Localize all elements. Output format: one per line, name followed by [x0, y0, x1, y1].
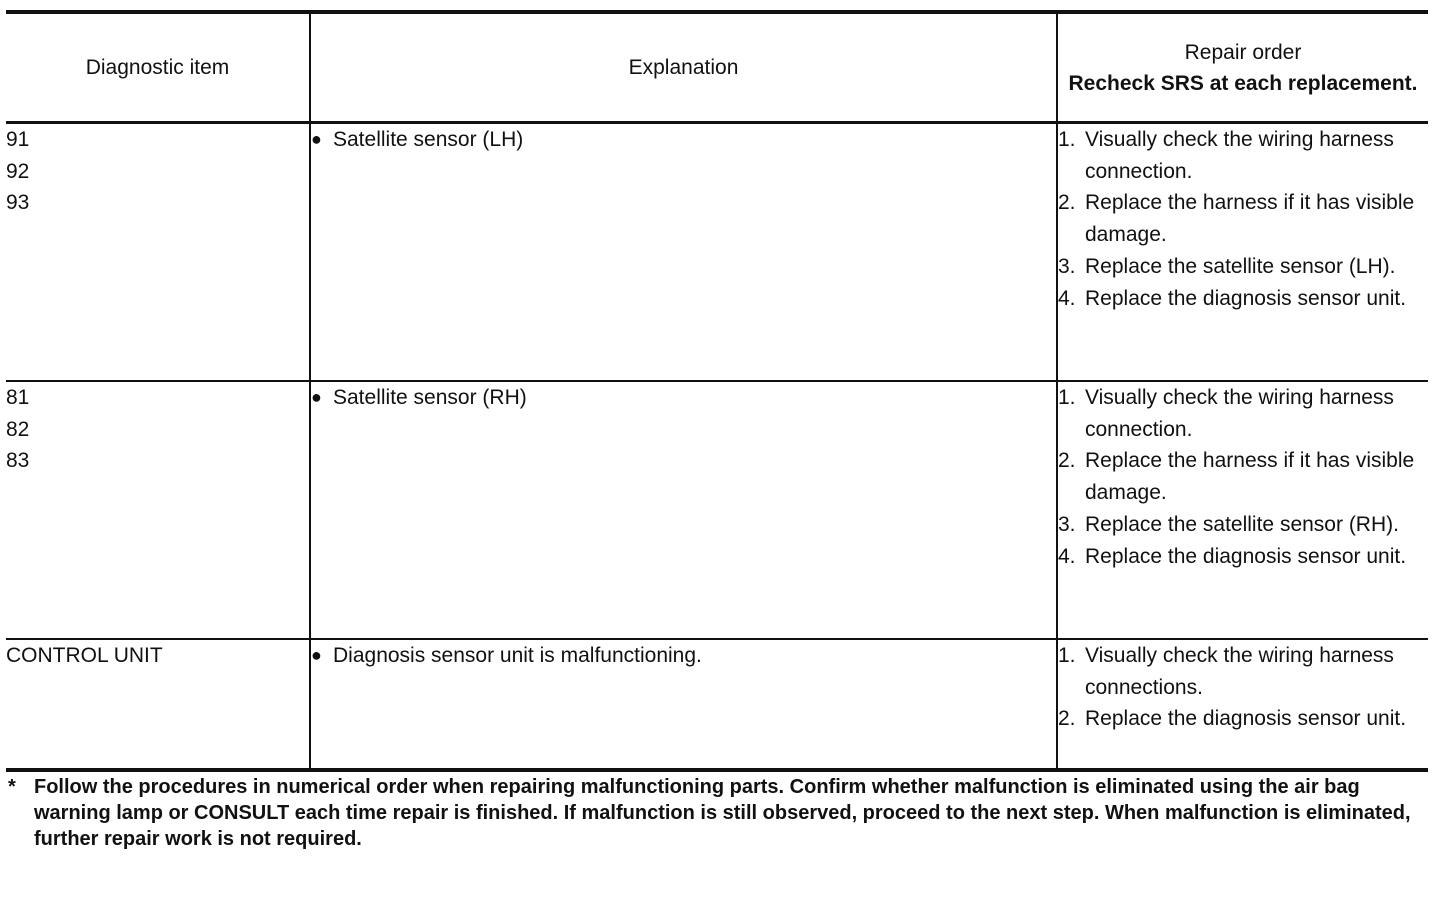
step-text: Replace the satellite sensor (LH).	[1085, 254, 1396, 278]
explanation-text: Satellite sensor (LH)	[333, 128, 524, 151]
repair-order-cell	[1057, 639, 1428, 770]
bullet-icon: ●	[311, 387, 322, 407]
header-diagnostic-item: Diagnostic item	[6, 12, 310, 123]
diagnostic-codes-cell: CONTROL UNIT	[6, 639, 310, 770]
explanation-cell	[310, 381, 1057, 639]
table-row	[6, 639, 1428, 770]
step-number: 3.	[1058, 254, 1076, 278]
repair-steps-list	[1058, 124, 1428, 314]
step-text: Visually check the wiring harness connection.	[1085, 386, 1394, 441]
step-number: 1.	[1058, 644, 1076, 667]
diagnostic-codes-cell: 91 92 93	[6, 123, 310, 382]
step-text: Visually check the wiring harness connections.	[1085, 644, 1394, 699]
step-number: 2.	[1058, 191, 1076, 215]
repair-step	[1058, 703, 1428, 735]
diagnostic-codes-cell: 81 82 83	[6, 381, 310, 639]
step-number: 2.	[1058, 449, 1076, 473]
document-page	[6, 10, 1428, 852]
step-number: 3.	[1058, 512, 1076, 536]
table-row	[6, 381, 1428, 639]
step-text: Replace the satellite sensor (RH).	[1085, 512, 1399, 536]
repair-step	[1058, 283, 1428, 315]
step-text: Replace the harness if it has visible damage.	[1085, 191, 1415, 247]
step-text: Visually check the wiring harness connection.	[1085, 128, 1394, 183]
header-explanation: Explanation	[310, 12, 1057, 123]
step-number: 4.	[1058, 286, 1076, 310]
repair-step	[1058, 251, 1428, 283]
bullet-icon: ●	[311, 645, 322, 665]
repair-step	[1058, 541, 1428, 573]
explanation-text: Satellite sensor (RH)	[333, 386, 527, 409]
repair-step	[1058, 124, 1428, 187]
repair-step	[1058, 445, 1428, 508]
bullet-icon: ●	[311, 129, 322, 149]
repair-step	[1058, 187, 1428, 250]
header-repair-order-note: Recheck SRS at each replacement.	[1068, 71, 1418, 95]
repair-steps-list	[1058, 382, 1428, 572]
footnote-text: Follow the procedures in numerical order when repairing malfunctioning parts. Confirm whether malfunction is eliminated using the air bag warning lamp or CONSULT each time repair is finished. If malfunction is still observed, proceed to the next step. When malfunction is eliminated, further repair work is not required.	[34, 776, 1411, 850]
step-text: Replace the diagnosis sensor unit.	[1085, 544, 1407, 568]
step-text: Replace the diagnosis sensor unit.	[1085, 707, 1407, 731]
step-text: Replace the diagnosis sensor unit.	[1085, 286, 1407, 310]
repair-order-cell	[1057, 123, 1428, 382]
repair-step	[1058, 382, 1428, 445]
header-repair-order-title: Repair order	[1184, 40, 1302, 64]
srs-diagnosis-table	[6, 10, 1428, 772]
table-header-row	[6, 12, 1428, 123]
footnote	[6, 774, 1428, 852]
header-repair-order	[1057, 12, 1428, 123]
step-number: 2.	[1058, 707, 1076, 731]
explanation-cell	[310, 639, 1057, 770]
table-row	[6, 123, 1428, 382]
explanation-text: Diagnosis sensor unit is malfunctioning.	[333, 644, 702, 667]
explanation-cell	[310, 123, 1057, 382]
repair-step	[1058, 640, 1428, 703]
step-number: 4.	[1058, 544, 1076, 568]
repair-step	[1058, 509, 1428, 541]
step-number: 1.	[1058, 386, 1076, 409]
footnote-marker: *	[8, 776, 16, 798]
step-text: Replace the harness if it has visible damage.	[1085, 449, 1415, 505]
repair-steps-list	[1058, 640, 1428, 735]
step-number: 1.	[1058, 128, 1076, 151]
repair-order-cell	[1057, 381, 1428, 639]
